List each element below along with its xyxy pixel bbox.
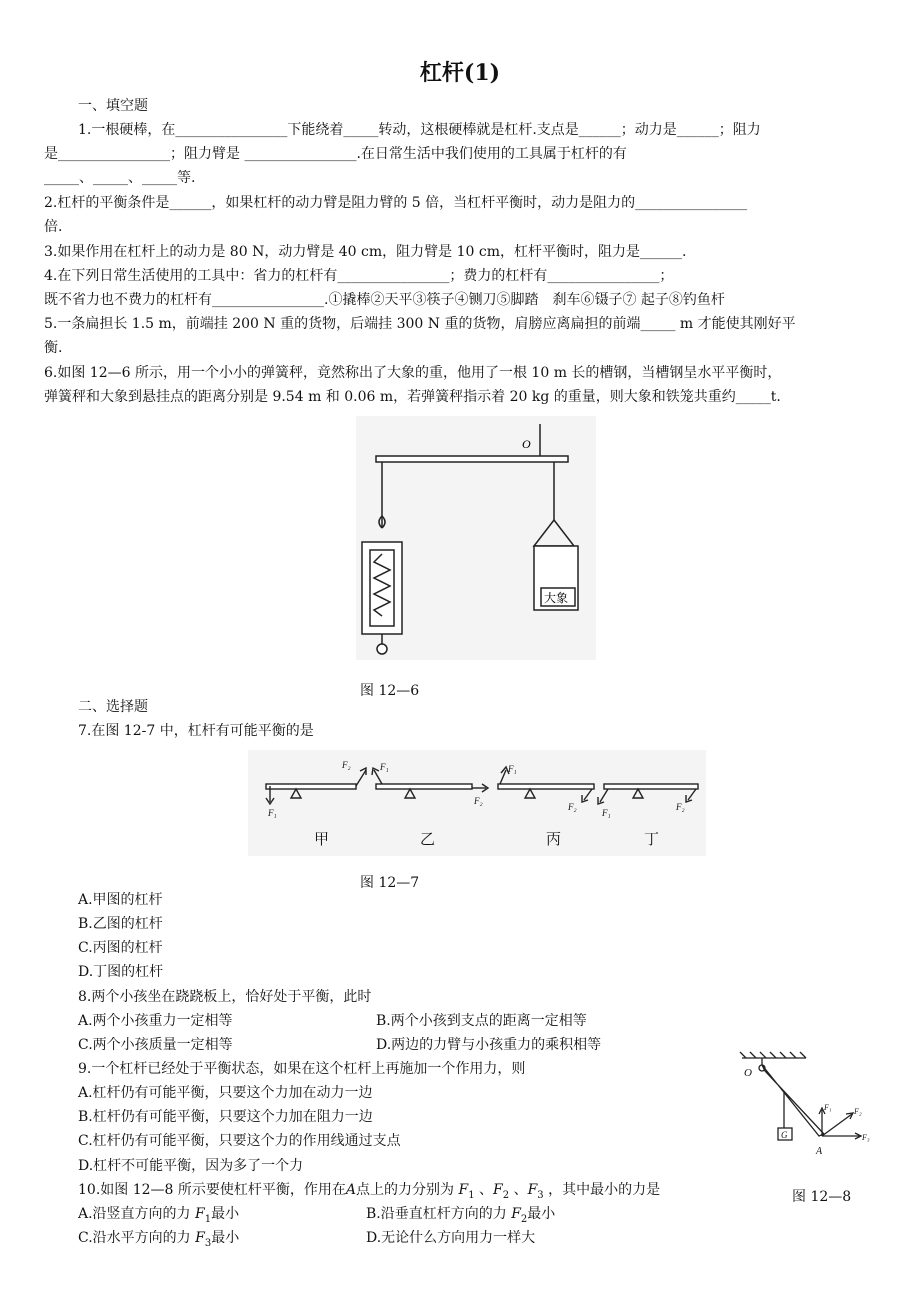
q6-line1: 6.如图 12—6 所示，用一个小小的弹簧秤，竟然称出了大象的重，他用了一根 10 m 长的槽钢，当槽钢呈水平平衡时， bbox=[44, 365, 782, 381]
q7-stem: 7.在图 12-7 中，杠杆有可能平衡的是 bbox=[78, 723, 314, 739]
fig8-pivot-label: O bbox=[744, 1067, 752, 1079]
section-heading-choice: 二、选择题 bbox=[78, 699, 148, 715]
q10-option-d: D.无论什么方向用力一样大 bbox=[366, 1230, 536, 1246]
q2-line1: 2.杠杆的平衡条件是______，如果杠杆的动力臂是阻力臂的 5 倍，当杠杆平衡时，动力是阻力的________________ bbox=[44, 195, 748, 211]
panel-label-yi: 乙 bbox=[420, 830, 436, 848]
figure-12-8 bbox=[728, 1050, 878, 1160]
label-f1-jia: F₁ bbox=[268, 808, 277, 818]
label-f1-ding: F₁ bbox=[602, 808, 611, 818]
q9-option-a: A.杠杆仍有可能平衡，只要这个力加在动力一边 bbox=[78, 1085, 373, 1101]
q10-stem-post: ，其中最小的力是 bbox=[548, 1182, 661, 1198]
page-title: 杠杆(1) bbox=[419, 60, 501, 86]
label-f1-yi: F₁ bbox=[380, 762, 389, 772]
angled-lever-diagram bbox=[728, 1050, 878, 1160]
q7-option-c: C.丙图的杠杆 bbox=[78, 940, 163, 956]
q8-option-a: A.两个小孩重力一定相等 bbox=[78, 1013, 233, 1029]
q6-line2: 弹簧秤和大象到悬挂点的距离分别是 9.54 m 和 0.06 m，若弹簧秤指示着 20 kg 的重量，则大象和铁笼共重约_____t. bbox=[44, 389, 781, 405]
q4-line1: 4.在下列日常生活使用的工具中：省力的杠杆有________________；费力的杠杆有________________； bbox=[44, 268, 674, 284]
elephant-weighing-diagram bbox=[356, 416, 596, 660]
q2-line2: 倍. bbox=[44, 219, 63, 235]
arrow-f2-jia bbox=[356, 770, 366, 786]
fulcrum-ding bbox=[633, 789, 643, 798]
q8-stem: 8.两个小孩坐在跷跷板上，恰好处于平衡，此时 bbox=[78, 989, 372, 1005]
q5-line1: 5.一条扁担长 1.5 m，前端挂 200 N 重的货物，后端挂 300 N 重的货物，肩膀应离扁担的前端_____ m 才能使其刚好平 bbox=[44, 316, 796, 332]
arrow-f2-ding bbox=[688, 789, 696, 800]
label-f2-ding: F₂ bbox=[676, 802, 685, 812]
q9-stem: 9.一个杠杆已经处于平衡状态，如果在这个杠杆上再施加一个作用力，则 bbox=[78, 1061, 526, 1077]
cage-label: 大象 bbox=[544, 591, 569, 605]
q10-sep-1: 、 bbox=[479, 1182, 494, 1198]
figure-12-7-caption: 图 12—7 bbox=[360, 875, 420, 891]
q7-option-a: A.甲图的杠杆 bbox=[78, 892, 163, 908]
q10-option-b bbox=[366, 1204, 555, 1230]
q10-f2-sub: 2 bbox=[502, 1189, 510, 1201]
label-f2-bing: F₂ bbox=[568, 802, 577, 812]
arrow-f1-ding bbox=[600, 789, 608, 802]
q1-line3: _____、_____、_____等. bbox=[44, 170, 196, 186]
fulcrum-bing bbox=[525, 789, 535, 798]
q10-c-pre: C.沿水平方向的力 bbox=[78, 1230, 191, 1246]
steel-beam bbox=[376, 456, 568, 462]
q9-option-d: D.杠杆不可能平衡，因为多了一个力 bbox=[78, 1158, 304, 1174]
fig8-point-label: A bbox=[816, 1146, 823, 1157]
q9-option-b: B.杠杆仍有可能平衡，只要这个力加在阻力一边 bbox=[78, 1109, 373, 1125]
lever-panels-diagram bbox=[248, 750, 706, 856]
arrow-f1-yi bbox=[374, 770, 382, 784]
q10-b-post: 最小 bbox=[527, 1206, 556, 1222]
q10-option-a bbox=[78, 1204, 239, 1230]
figure-12-6 bbox=[356, 416, 596, 660]
q9-option-c: C.杠杆仍有可能平衡，只要这个力的作用线通过支点 bbox=[78, 1133, 401, 1149]
q10-b-pre: B.沿垂直杠杆方向的力 bbox=[366, 1206, 507, 1222]
q10-stem-pre: 10.如图 12—8 所示要使杠杆平衡，作用在 bbox=[78, 1182, 346, 1198]
lever-rod bbox=[762, 1065, 824, 1136]
q10-c-post: 最小 bbox=[211, 1230, 240, 1246]
figure-12-8-caption: 图 12—8 bbox=[792, 1189, 852, 1205]
lever-bar-yi bbox=[376, 784, 472, 789]
ceiling-hatch bbox=[740, 1052, 806, 1058]
q10-b-f: F bbox=[511, 1206, 521, 1222]
lever-bar-bing bbox=[498, 784, 594, 789]
panel-label-jia: 甲 bbox=[314, 830, 330, 848]
label-f1-bing: F₁ bbox=[508, 764, 517, 774]
fig8-weight-label: G bbox=[781, 1130, 788, 1140]
label-f2-jia: F₂ bbox=[342, 760, 351, 770]
pivot-label: O bbox=[522, 437, 531, 451]
q10-stem-mid: 点上的力分别为 bbox=[356, 1182, 455, 1198]
q10-a-f: F bbox=[195, 1206, 205, 1222]
fulcrum-jia bbox=[291, 789, 301, 798]
arrow-f2-perpendicular bbox=[822, 1114, 852, 1136]
q8-option-d: D.两边的力臂与小孩重力的乘积相等 bbox=[376, 1037, 602, 1053]
fig8-f1-label: F₁ bbox=[824, 1103, 832, 1112]
q1-line1: 1.一根硬棒，在________________下能绕着_____转动，这根硬棒就是杠杆.支点是______；动力是______；阻力 bbox=[78, 122, 761, 138]
q10-f1-sub: 1 bbox=[468, 1189, 475, 1201]
cage-roof bbox=[534, 520, 574, 546]
q10-b-sub: 2 bbox=[520, 1213, 528, 1225]
q10-c-f: F bbox=[195, 1230, 205, 1246]
q10-f2: F bbox=[493, 1182, 503, 1198]
q4-line2: 既不省力也不费力的杠杆有________________.①撬棒②天平③筷子④铡刀⑤脚踏 刹车⑥镊子⑦ 起子⑧钓鱼杆 bbox=[44, 292, 725, 308]
lever-bar-ding bbox=[604, 784, 698, 789]
arrow-f2-bing bbox=[584, 789, 592, 800]
spring-scale-body bbox=[362, 542, 402, 634]
q10-f3: F bbox=[527, 1182, 538, 1198]
q5-line2: 衡. bbox=[44, 340, 63, 356]
q10-option-c bbox=[78, 1228, 239, 1254]
figure-12-6-caption: 图 12—6 bbox=[360, 683, 420, 699]
q10-f3-sub: 3 bbox=[537, 1189, 544, 1201]
lever-bar-jia bbox=[266, 784, 356, 789]
fig8-f3-label: F₃ bbox=[862, 1133, 870, 1142]
section-heading-fill-in: 一、填空题 bbox=[78, 98, 148, 114]
fig8-f2-label: F₂ bbox=[854, 1107, 862, 1116]
fulcrum-yi bbox=[405, 789, 415, 798]
q10-a-post: 最小 bbox=[211, 1206, 240, 1222]
q8-option-c: C.两个小孩质量一定相等 bbox=[78, 1037, 233, 1053]
label-f2-yi: F₂ bbox=[474, 796, 483, 806]
figure-12-7 bbox=[248, 750, 706, 856]
q7-option-b: B.乙图的杠杆 bbox=[78, 916, 163, 932]
panel-label-ding: 丁 bbox=[644, 830, 660, 848]
q8-option-b: B.两个小孩到支点的距离一定相等 bbox=[376, 1013, 587, 1029]
q10-sep-2: 、 bbox=[513, 1182, 528, 1198]
q10-f1: F bbox=[458, 1182, 469, 1198]
q3-line: 3.如果作用在杠杆上的动力是 80 N，动力臂是 40 cm，阻力臂是 10 cm，杠杆平衡时，阻力是______. bbox=[44, 244, 687, 260]
q10-a-pre: A.沿竖直方向的力 bbox=[78, 1206, 191, 1222]
panel-label-bing: 丙 bbox=[546, 830, 562, 848]
q10-point: A bbox=[345, 1182, 357, 1198]
q10-c-sub: 3 bbox=[204, 1237, 212, 1249]
scale-ring bbox=[377, 644, 387, 654]
q7-option-d: D.丁图的杠杆 bbox=[78, 964, 164, 980]
q10-a-sub: 1 bbox=[204, 1213, 212, 1225]
q1-line2: 是________________；阻力臂是 ________________.在日常生活中我们使用的工具属于杠杆的有 bbox=[44, 146, 627, 162]
q10-stem bbox=[78, 1180, 660, 1206]
